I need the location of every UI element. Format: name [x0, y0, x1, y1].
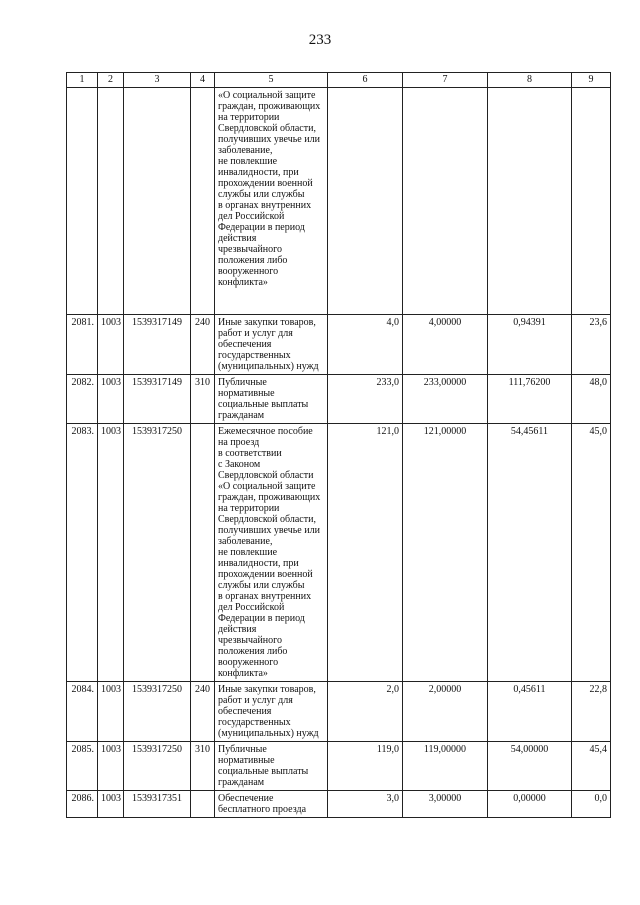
cell-plan: 2,0	[328, 682, 403, 742]
column-header: 6	[328, 73, 403, 88]
table-row	[67, 424, 611, 682]
cell-row-number: 2084.	[67, 682, 98, 742]
header-row	[67, 73, 611, 88]
cell-refined: 119,00000	[403, 742, 488, 791]
cell-empty	[191, 88, 215, 315]
cell-empty	[98, 88, 124, 315]
cell-plan: 119,0	[328, 742, 403, 791]
cell-percent: 22,8	[572, 682, 611, 742]
cell-expense-type	[191, 791, 215, 818]
cell-name: Иные закупки товаров, работ и услуг для обеспечения государственных (муниципальных) нужд	[215, 315, 328, 375]
cell-refined: 121,00000	[403, 424, 488, 682]
table-row	[67, 682, 611, 742]
cell-percent: 45,4	[572, 742, 611, 791]
cell-percent: 23,6	[572, 315, 611, 375]
table-row	[67, 791, 611, 818]
cell-refined: 4,00000	[403, 315, 488, 375]
cell-empty	[403, 88, 488, 315]
column-header: 2	[98, 73, 124, 88]
budget-table	[66, 72, 611, 818]
column-header: 8	[488, 73, 572, 88]
cell-executed: 54,45611	[488, 424, 572, 682]
column-header: 7	[403, 73, 488, 88]
cell-row-number: 2083.	[67, 424, 98, 682]
cell-expense-type: 310	[191, 375, 215, 424]
cell-section: 1003	[98, 375, 124, 424]
cell-empty	[328, 88, 403, 315]
table-row-continuation	[67, 88, 611, 315]
cell-percent: 0,0	[572, 791, 611, 818]
cell-name: «О социальной защите граждан, проживающих на территории Свердловской области, получивших увечье или заболевание, не повлекшие инвалидности, при прохождении военной службы или службы в органах внутренних дел Российской Федерации в период действия чрезвычайного положения либо вооруженного конфликта»	[215, 88, 328, 315]
cell-executed: 0,00000	[488, 791, 572, 818]
cell-refined: 2,00000	[403, 682, 488, 742]
cell-plan: 233,0	[328, 375, 403, 424]
cell-name: Ежемесячное пособие на проезд в соответствии с Законом Свердловской области «О социальной защите граждан, проживающих на территории Свердловской области, получивших увечье или заболевание, не повлекшие инвалидности, при прохождении военной службы или службы в органах внутренних дел Российской Федерации в период действия чрезвычайного положения либо вооруженного конфликта»	[215, 424, 328, 682]
cell-plan: 121,0	[328, 424, 403, 682]
table-row	[67, 375, 611, 424]
cell-section: 1003	[98, 682, 124, 742]
table-row	[67, 742, 611, 791]
cell-expense-type: 240	[191, 682, 215, 742]
cell-section: 1003	[98, 315, 124, 375]
cell-executed: 0,45611	[488, 682, 572, 742]
cell-expense-type: 310	[191, 742, 215, 791]
cell-empty	[488, 88, 572, 315]
cell-plan: 3,0	[328, 791, 403, 818]
cell-executed: 111,76200	[488, 375, 572, 424]
table-row	[67, 315, 611, 375]
cell-refined: 233,00000	[403, 375, 488, 424]
cell-row-number: 2082.	[67, 375, 98, 424]
column-header: 4	[191, 73, 215, 88]
cell-plan: 4,0	[328, 315, 403, 375]
cell-target-article: 1539317149	[124, 375, 191, 424]
cell-target-article: 1539317250	[124, 742, 191, 791]
cell-target-article: 1539317250	[124, 424, 191, 682]
page-number: 233	[308, 32, 332, 48]
cell-executed: 0,94391	[488, 315, 572, 375]
cell-row-number: 2085.	[67, 742, 98, 791]
cell-name: Обеспечение бесплатного проезда	[215, 791, 328, 818]
cell-expense-type	[191, 424, 215, 682]
cell-row-number: 2086.	[67, 791, 98, 818]
cell-empty	[67, 88, 98, 315]
column-header: 1	[67, 73, 98, 88]
cell-refined: 3,00000	[403, 791, 488, 818]
cell-percent: 48,0	[572, 375, 611, 424]
cell-section: 1003	[98, 424, 124, 682]
cell-row-number: 2081.	[67, 315, 98, 375]
cell-section: 1003	[98, 791, 124, 818]
column-header: 5	[215, 73, 328, 88]
cell-executed: 54,00000	[488, 742, 572, 791]
cell-name: Публичные нормативные социальные выплаты гражданам	[215, 375, 328, 424]
cell-empty	[124, 88, 191, 315]
cell-name: Иные закупки товаров, работ и услуг для обеспечения государственных (муниципальных) нужд	[215, 682, 328, 742]
cell-target-article: 1539317351	[124, 791, 191, 818]
cell-percent: 45,0	[572, 424, 611, 682]
cell-section: 1003	[98, 742, 124, 791]
column-header: 3	[124, 73, 191, 88]
cell-target-article: 1539317250	[124, 682, 191, 742]
column-header: 9	[572, 73, 611, 88]
cell-name: Публичные нормативные социальные выплаты гражданам	[215, 742, 328, 791]
cell-empty	[572, 88, 611, 315]
cell-target-article: 1539317149	[124, 315, 191, 375]
cell-expense-type: 240	[191, 315, 215, 375]
